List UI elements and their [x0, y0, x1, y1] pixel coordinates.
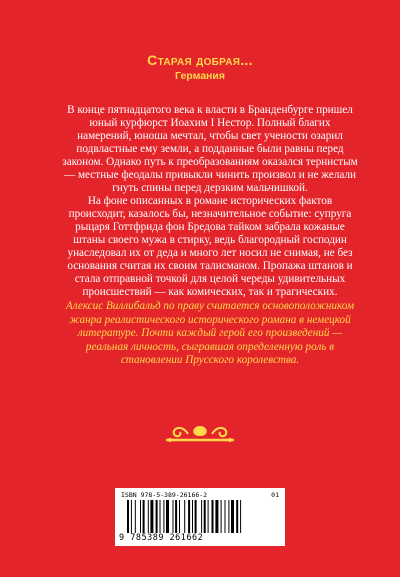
series-title: Старая добрая... [147, 52, 253, 68]
blurb-paragraph: На фоне описанных в романе исторических фактов происходит, казалось бы, незначительное событие: супруга рыцаря Готтфрида фон Бредова тайком забрала кожаные штаны своего мужа в стирку, ведь благородный господин унаследовал их от деда и много лет носил не снимая, не без основания считая их своим талисманом. Пропажа штанов и стала отправной точкой для целой череды удивительных происшествий — как комических, так и трагических. [67, 195, 353, 298]
blurb-paragraph: В конце пятнадцатого века к власти в Бранденбурге пришел юный курфюрст Иоахим I Нестор. Полный благих намерений, юноша мечтал, чтобы свет учености озарил подвластные ему земли, а подданные были равны перед законом. Однако путь к преобразованиям оказался тернистым — местные феодалы привыкли чинить произвол и не желали гнуть спины перед дерзким мальчишкой. [62, 104, 358, 194]
about-author: Алексис Виллибальд по праву считается основоположником жанра реалистического исторического романа в немецкой литературе. Почти каждый герой его произведений — реальная личность, сыгравшая определенную роль в становлении Прусского королевства. [65, 300, 355, 366]
barcode [115, 488, 285, 546]
isbn-text: ISBN 978-5-389-26166-2 [121, 491, 208, 499]
book-blurb [62, 104, 358, 299]
issue-number: 01 [271, 491, 279, 499]
barcode-bars-icon [127, 500, 275, 533]
ean-digits: 9 785389 261662 [119, 533, 204, 543]
ornament-icon [162, 420, 238, 446]
series-subtitle: Германия [175, 70, 225, 82]
